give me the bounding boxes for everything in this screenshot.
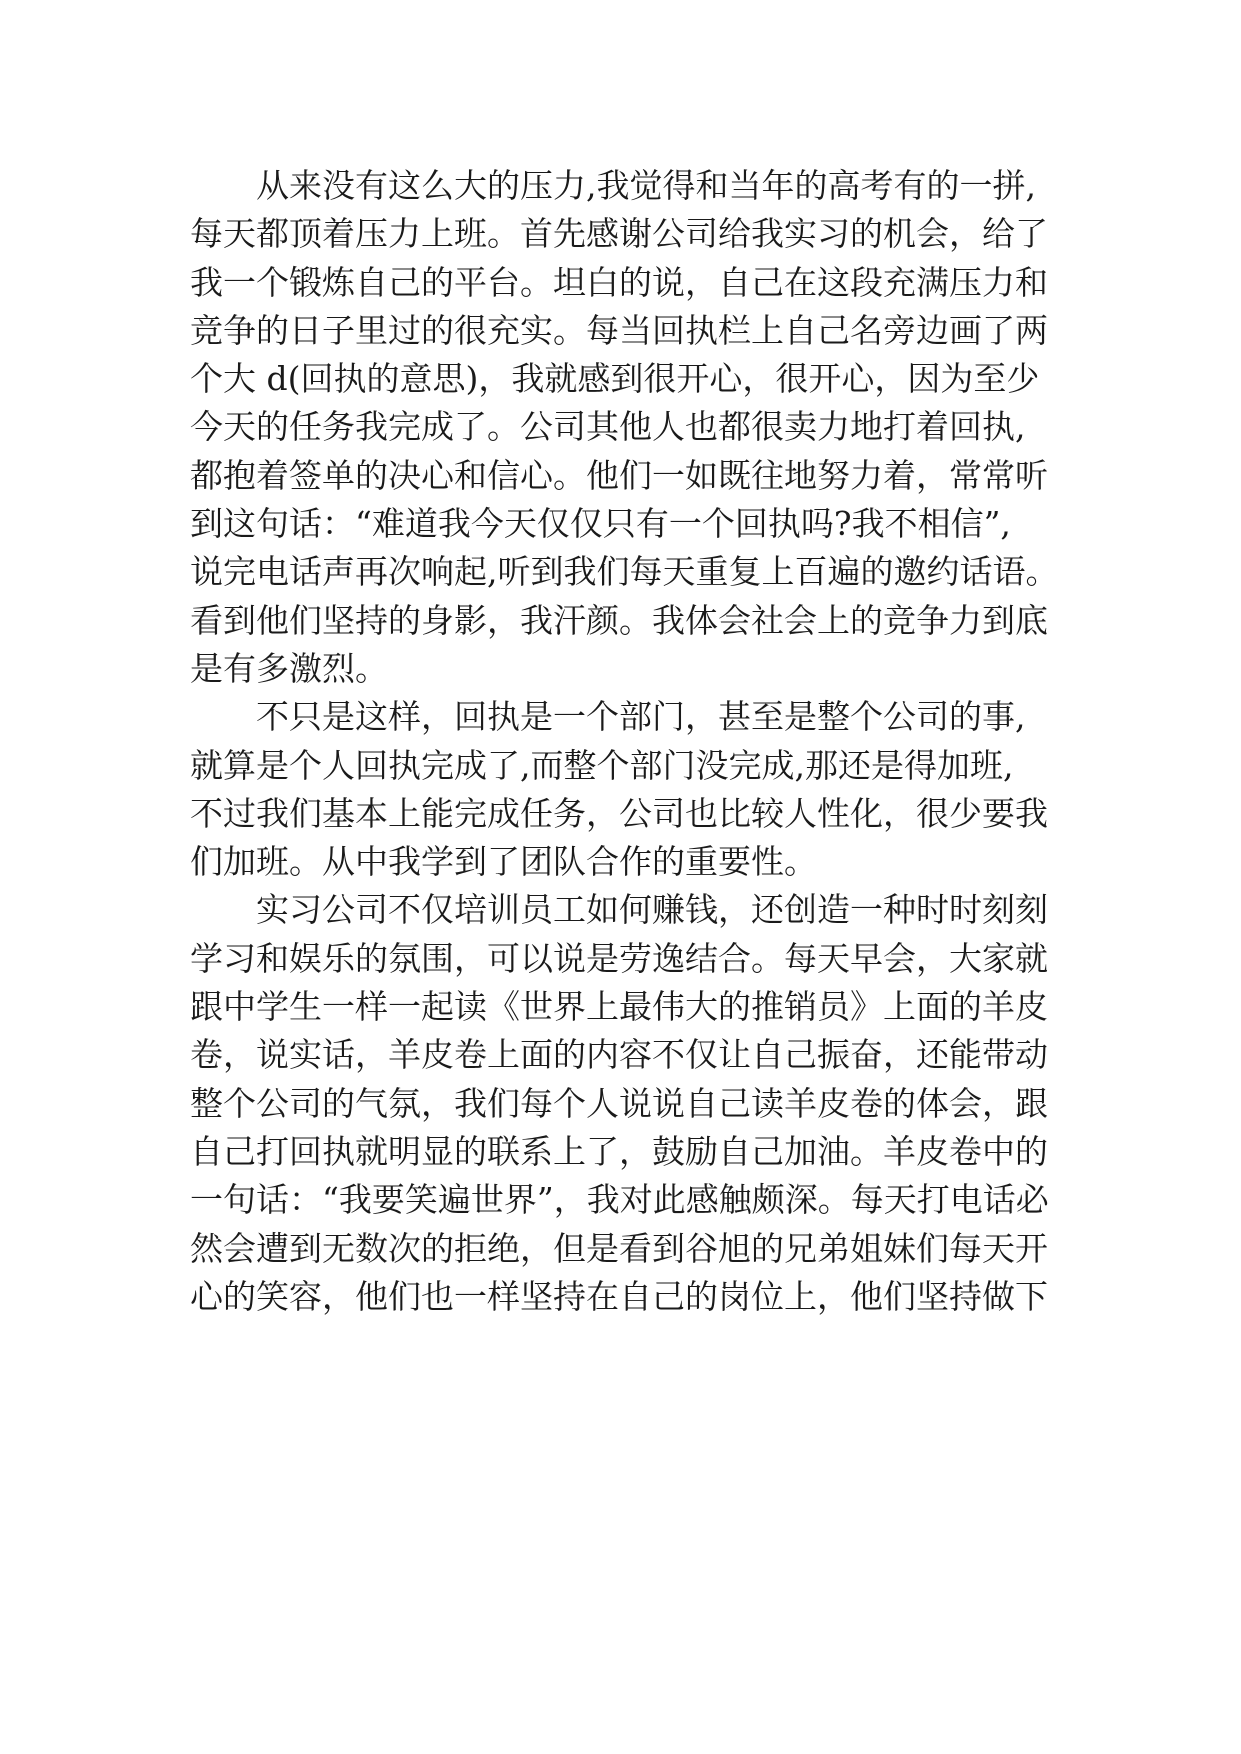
text-line: 然会遭到无数次的拒绝，但是看到谷旭的兄弟姐妹们每天开	[190, 1228, 1048, 1268]
text-line: 看到他们坚持的身影，我汗颜。我体会社会上的竞争力到底	[190, 600, 1048, 640]
paragraph-2	[190, 693, 1090, 886]
text-line: 是有多激烈。	[190, 648, 388, 688]
body-text	[190, 162, 1090, 1321]
text-line: 到这句话：“难道我今天仅仅只有一个回执吗?我不相信”,	[190, 504, 1011, 544]
text-line: 我一个锻炼自己的平台。坦白的说，自己在这段充满压力和	[190, 262, 1048, 302]
text-line: 一句话：“我要笑遍世界”，我对此感触颇深。每天打电话必	[190, 1180, 1049, 1220]
text-line: 卷，说实话，羊皮卷上面的内容不仅让自己振奋，还能带动	[190, 1035, 1048, 1075]
text-line: 今天的任务我完成了。公司其他人也都很卖力地打着回执,	[190, 407, 1026, 447]
text-line: 竞争的日子里过的很充实。每当回执栏上自己名旁边画了两	[190, 310, 1048, 350]
text-line: 每天都顶着压力上班。首先感谢公司给我实习的机会，给了	[190, 214, 1048, 254]
paragraph-3	[190, 886, 1090, 1321]
text-line: 跟中学生一样一起读《世界上最伟大的推销员》上面的羊皮	[190, 987, 1048, 1027]
text-line: 不过我们基本上能完成任务，公司也比较人性化，很少要我	[190, 793, 1048, 833]
text-line: 心的笑容，他们也一样坚持在自己的岗位上，他们坚持做下	[190, 1276, 1048, 1316]
text-line: 实习公司不仅培训员工如何赚钱，还创造一种时时刻刻	[256, 890, 1048, 930]
text-line: 学习和娱乐的氛围，可以说是劳逸结合。每天早会，大家就	[190, 938, 1048, 978]
text-line: 整个公司的气氛，我们每个人说说自己读羊皮卷的体会，跟	[190, 1083, 1048, 1123]
text-line: 说完电话声再次响起,听到我们每天重复上百遍的邀约话语。	[190, 552, 1059, 592]
text-line: 从来没有这么大的压力,我觉得和当年的高考有的一拼,	[256, 166, 1036, 205]
text-line: 自己打回执就明显的联系上了，鼓励自己加油。羊皮卷中的	[190, 1131, 1048, 1171]
text-line: 都抱着签单的决心和信心。他们一如既往地努力着，常常听	[190, 455, 1048, 495]
text-line: 不只是这样，回执是一个部门，甚至是整个公司的事,	[256, 697, 1026, 737]
text-line: 就算是个人回执完成了,而整个部门没完成,那还是得加班,	[190, 745, 1014, 785]
text-line: 们加班。从中我学到了团队合作的重要性。	[190, 842, 817, 882]
paragraph-1	[190, 162, 1090, 693]
text-line: 个大 d(回执的意思)，我就感到很开心，很开心，因为至少	[190, 359, 1040, 399]
